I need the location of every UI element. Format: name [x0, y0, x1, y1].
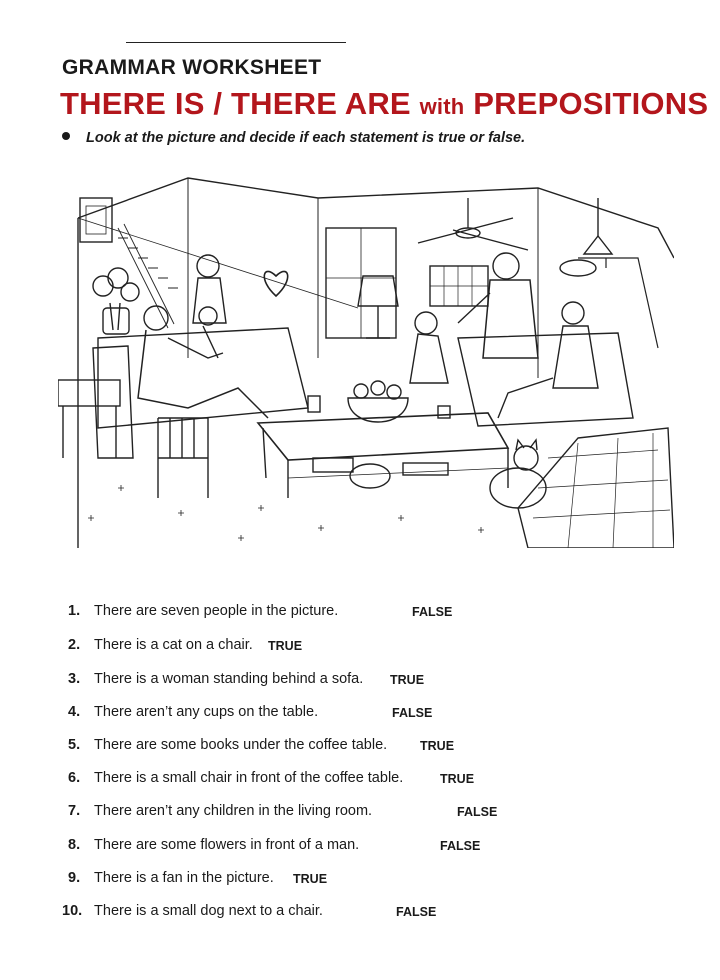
- question-text: There is a cat on a chair.: [94, 637, 253, 653]
- answer-3: TRUE: [390, 673, 425, 687]
- answer-2: TRUE: [268, 639, 303, 653]
- question-text: There is a small chair in front of the coffee table.: [94, 770, 404, 786]
- title-end: PREPOSITIONS: [473, 86, 709, 121]
- question-6: [68, 770, 403, 786]
- answer-9: TRUE: [293, 872, 328, 886]
- question-3: [68, 671, 363, 687]
- title-main: THERE IS / THERE ARE: [60, 86, 411, 121]
- answer-10: FALSE: [396, 905, 437, 919]
- question-number: 4.: [68, 704, 81, 720]
- instruction: [62, 130, 525, 146]
- question-5: [68, 737, 387, 753]
- question-number: 6.: [68, 770, 81, 786]
- question-text: There aren’t any cups on the table.: [94, 704, 319, 720]
- name-line: [126, 42, 346, 43]
- bullet-icon: [62, 132, 70, 140]
- question-number: 2.: [68, 637, 81, 653]
- question-text: There are some books under the coffee table.: [94, 737, 388, 753]
- question-10: [62, 903, 323, 919]
- question-text: There is a woman standing behind a sofa.: [94, 671, 364, 687]
- question-7: [68, 803, 372, 819]
- instruction-text: Look at the picture and decide if each statement is true or false.: [86, 130, 526, 146]
- worksheet-kicker: GRAMMAR WORKSHEET: [62, 56, 322, 79]
- question-2: [68, 637, 253, 653]
- answer-7: FALSE: [457, 805, 498, 819]
- question-text: There aren’t any children in the living room.: [94, 803, 373, 819]
- question-number: 9.: [68, 870, 81, 886]
- question-1: [68, 603, 338, 619]
- living-room-illustration: [58, 158, 674, 548]
- question-8: [68, 837, 359, 853]
- question-text: There is a fan in the picture.: [94, 870, 274, 886]
- question-number: 5.: [68, 737, 81, 753]
- answer-5: TRUE: [420, 739, 455, 753]
- question-number: 8.: [68, 837, 81, 853]
- answer-1: FALSE: [412, 605, 453, 619]
- question-number: 3.: [68, 671, 81, 687]
- answer-8: FALSE: [440, 839, 481, 853]
- question-text: There is a small dog next to a chair.: [94, 903, 323, 919]
- question-number: 7.: [68, 803, 81, 819]
- title-with: with: [419, 94, 465, 119]
- answer-4: FALSE: [392, 706, 433, 720]
- question-number: 1.: [68, 603, 81, 619]
- question-9: [68, 870, 274, 886]
- question-text: There are some flowers in front of a man.: [94, 837, 360, 853]
- question-number: 10.: [62, 903, 83, 919]
- question-4: [68, 704, 318, 720]
- question-text: There are seven people in the picture.: [94, 603, 339, 619]
- answer-6: TRUE: [440, 772, 475, 786]
- worksheet-title: [60, 86, 708, 122]
